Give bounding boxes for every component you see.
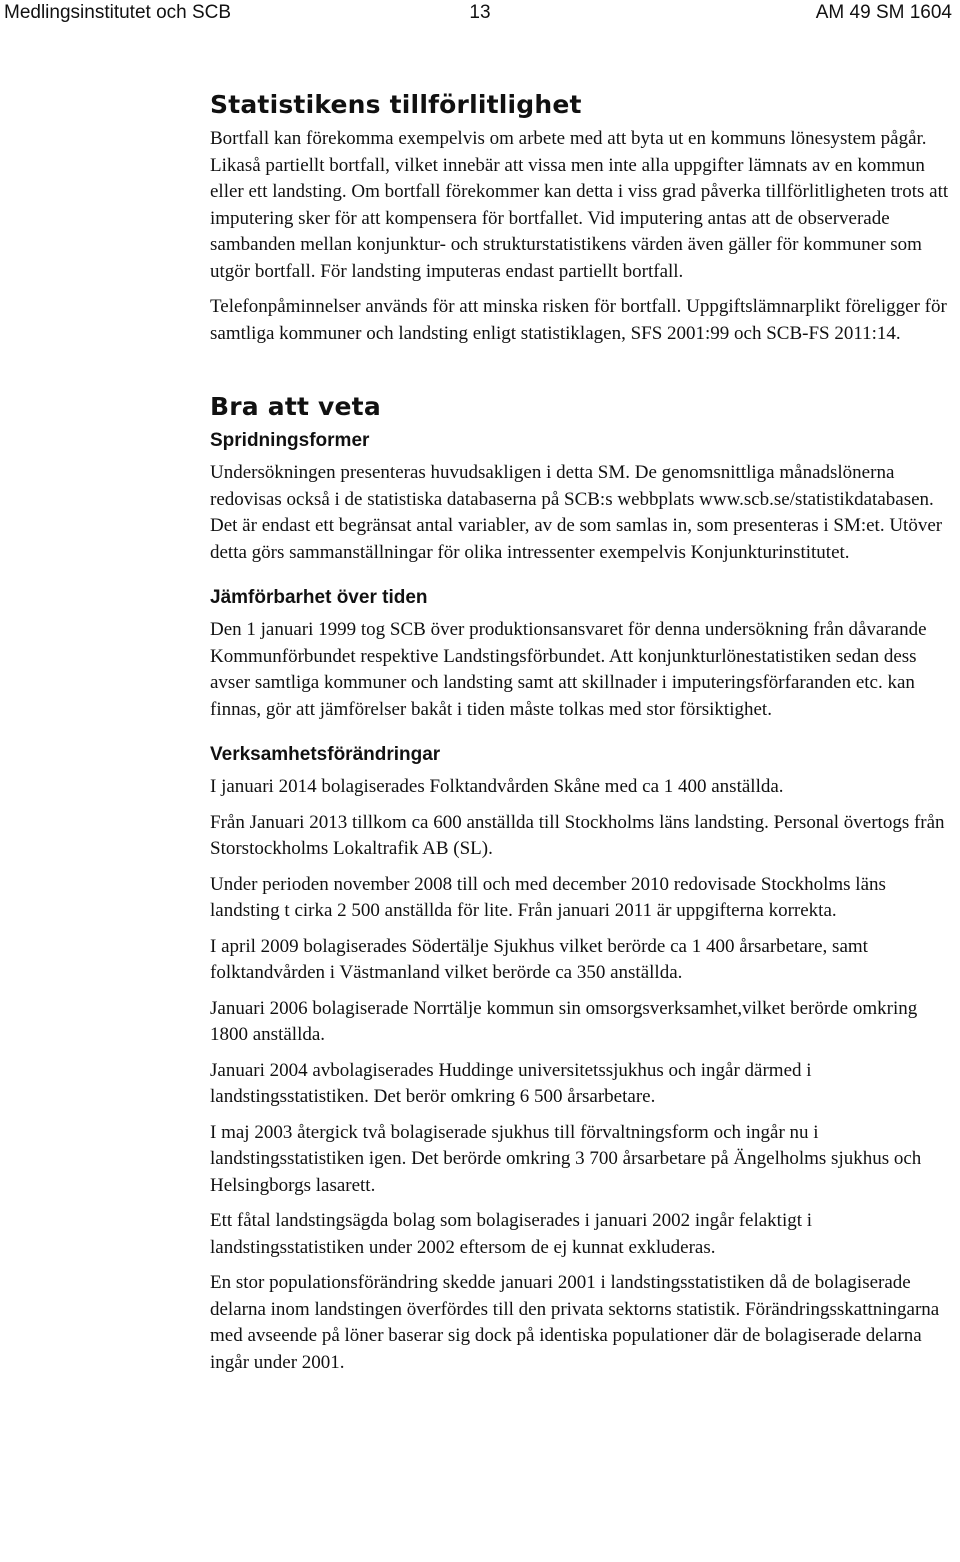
- paragraph: En stor populationsförändring skedde januari 2001 i landstingsstatistiken då de bolagiserade delarna inom landstingen överfördes till den privata sektorns statistik. Förändringsskattningarna med avseende på löner baserar sig dock på identiska populationer där de bolagiserade delarna ingår under 2001.: [210, 1272, 940, 1373]
- paragraph: Januari 2006 bolagiserade Norrtälje kommun sin omsorgsverksamhet,vilket berörde omkring 1800 anställda.: [210, 997, 918, 1045]
- subsection-title-comparability: Jämförbarhet över tiden: [210, 587, 428, 608]
- paragraph: Från Januari 2013 tillkom ca 600 anställda till Stockholms läns landsting. Personal övertogs från Storstockholms Lokaltrafik AB (SL).: [210, 811, 945, 859]
- header-publisher: Medlingsinstitutet och SCB: [4, 2, 232, 23]
- paragraph: I januari 2014 bolagiserades Folktandvården Skåne med ca 1 400 anställda.: [210, 776, 784, 797]
- subsection-title-distribution: Spridningsformer: [210, 430, 370, 451]
- page-number: 13: [469, 2, 491, 23]
- section-title-good-to-know: Bra att veta: [210, 392, 381, 421]
- paragraph: Januari 2004 avbolagiserades Huddinge universitetssjukhus och ingår därmed i landstingsstatistiken. Det berör omkring 6 500 årsarbetare.: [210, 1059, 812, 1107]
- paragraph: Telefonpåminnelser används för att minska risken för bortfall. Uppgiftslämnarplikt föreligger för samtliga kommuner och landsting enligt statistiklagen, SFS 2001:99 och SCB-FS 2011:14.: [210, 296, 947, 344]
- paragraph: I maj 2003 återgick två bolagiserade sjukhus till förvaltningsform och ingår nu i landstingsstatistiken igen. Det berörde omkring 3 700 årsarbetare på Ängelholms sjukhus och Helsingborgs lasarett.: [210, 1121, 922, 1196]
- section-title-reliability: Statistikens tillförlitlighet: [210, 90, 582, 119]
- paragraph: Bortfall kan förekomma exempelvis om arbete med att byta ut en kommuns lönesystem pågår. Likaså partiellt bortfall, vilket innebär att vissa men inte alla uppgifter lämnats av en kommun eller ett landsting. Om bortfall förekommer kan detta i viss grad påverka tillförlitligheten trots att imputering sker för att kompensera för bortfallet. Vid imputering antas att de observerade sambanden mellan konjunktur- och strukturstatistikens värden även gäller för kommuner som utgör bortfall. För landsting imputeras endast partiellt bortfall.: [210, 128, 949, 282]
- document-body: [210, 88, 952, 1385]
- paragraph: Ett fåtal landstingsägda bolag som bolagiserades i januari 2002 ingår felaktigt i landstingsstatistiken under 2002 eftersom de ej kunnat exkluderas.: [210, 1210, 813, 1258]
- paragraph: Den 1 januari 1999 tog SCB över produktionsansvaret för denna undersökning från dåvarande Kommunförbundet respektive Landstingsförbundet. Att konjunkturlönestatistiken sedan dess avser samtliga kommuner och landsting samt att skillnader i imputeringsförfaranden etc. kan finnas, gör att jämförelser bakåt i tiden måste tolkas med stor försiktighet.: [210, 619, 927, 720]
- subsection-title-operational-changes: Verksamhetsförändringar: [210, 744, 441, 765]
- paragraph: Undersökningen presenteras huvudsakligen i detta SM. De genomsnittliga månadslönerna redovisas också i de statistiska databaserna på SCB:s webbplats www.scb.se/statistikdatabasen. Det är endast ett begränsat antal variabler, av de som samlas in, som presenteras i SM:et. Utöver detta görs sammanställningar för olika intressenter exempelvis Konjunkturinstitutet.: [210, 462, 943, 563]
- page-header: [0, 0, 960, 26]
- header-report-id: AM 49 SM 1604: [815, 2, 952, 23]
- paragraph: I april 2009 bolagiserades Södertälje Sjukhus vilket berörde ca 1 400 årsarbetare, samt folktandvården i Västmanland vilket berörde ca 350 anställda.: [210, 935, 868, 983]
- paragraph: Under perioden november 2008 till och med december 2010 redovisade Stockholms läns landsting t cirka 2 500 anställda för lite. Från januari 2011 är uppgifterna korrekta.: [210, 873, 886, 921]
